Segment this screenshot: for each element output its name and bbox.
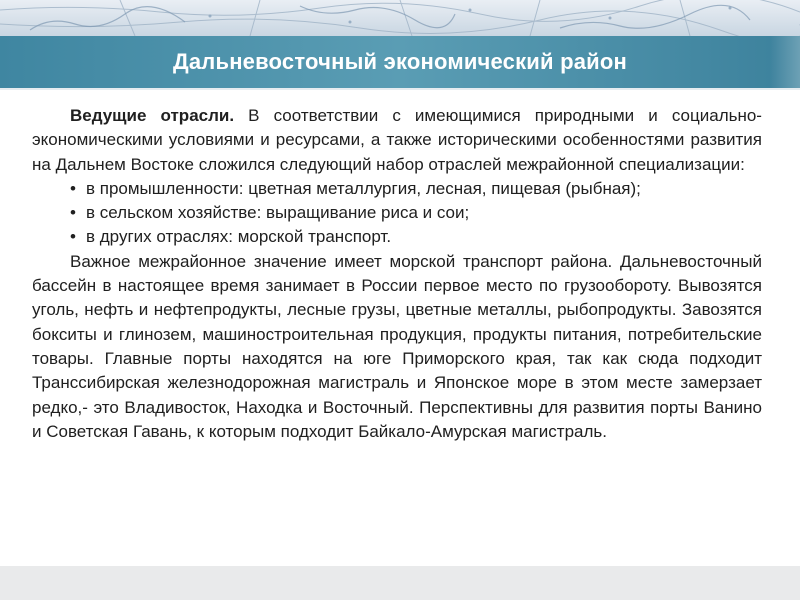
bullet-icon: • xyxy=(70,178,76,198)
slide-title: Дальневосточный экономический район xyxy=(172,49,627,74)
intro-text: В соответствии с имеющимися природными и социально-экономическими условиями и ресурсами, а также историческими особенностями развития на Дальнем Востоке сложился следующий набор отраслей межрайонной специализации: xyxy=(32,106,762,174)
bullet-icon: • xyxy=(70,203,76,223)
bullet-icon: • xyxy=(70,227,76,247)
slide-content xyxy=(32,104,762,444)
list-item-text: в промышленности: цветная металлургия, лесная, пищевая (рыбная); xyxy=(86,178,641,198)
list-item-text: в сельском хозяйстве: выращивание риса и сои; xyxy=(86,203,470,223)
map-decoration-icon xyxy=(0,0,800,36)
body-paragraph: Важное межрайонное значение имеет морской транспорт района. Дальневосточный бассейн в настоящее время занимает в России первое место по грузообороту. Вывозятся уголь, нефть и нефтепродукты, лесные грузы, цветные металлы, рыбопродукты. Завозятся бокситы и глинозем, машиностроительная продукция, продукты питания, потребительские товары. Главные порты находятся на юге Приморского края, так как сюда подходит Транссибирская железнодорожная магистраль и Японское море в этом месте замерзает редко,- это Владивосток, Находка и Восточный. Перспективны для развития порты Ванино и Советская Гавань, к которым подходит Байкало-Амурская магистраль. xyxy=(32,251,762,441)
list-item xyxy=(70,201,762,225)
intro-paragraph xyxy=(32,104,762,177)
footer-bar xyxy=(0,566,800,600)
map-banner-image xyxy=(0,0,800,36)
list-item xyxy=(70,225,762,249)
list-item xyxy=(70,177,762,201)
industry-list xyxy=(32,177,762,250)
title-bar xyxy=(0,36,800,90)
lead-heading: Ведущие отрасли. xyxy=(70,106,235,125)
list-item-text: в других отраслях: морской транспорт. xyxy=(86,227,392,247)
